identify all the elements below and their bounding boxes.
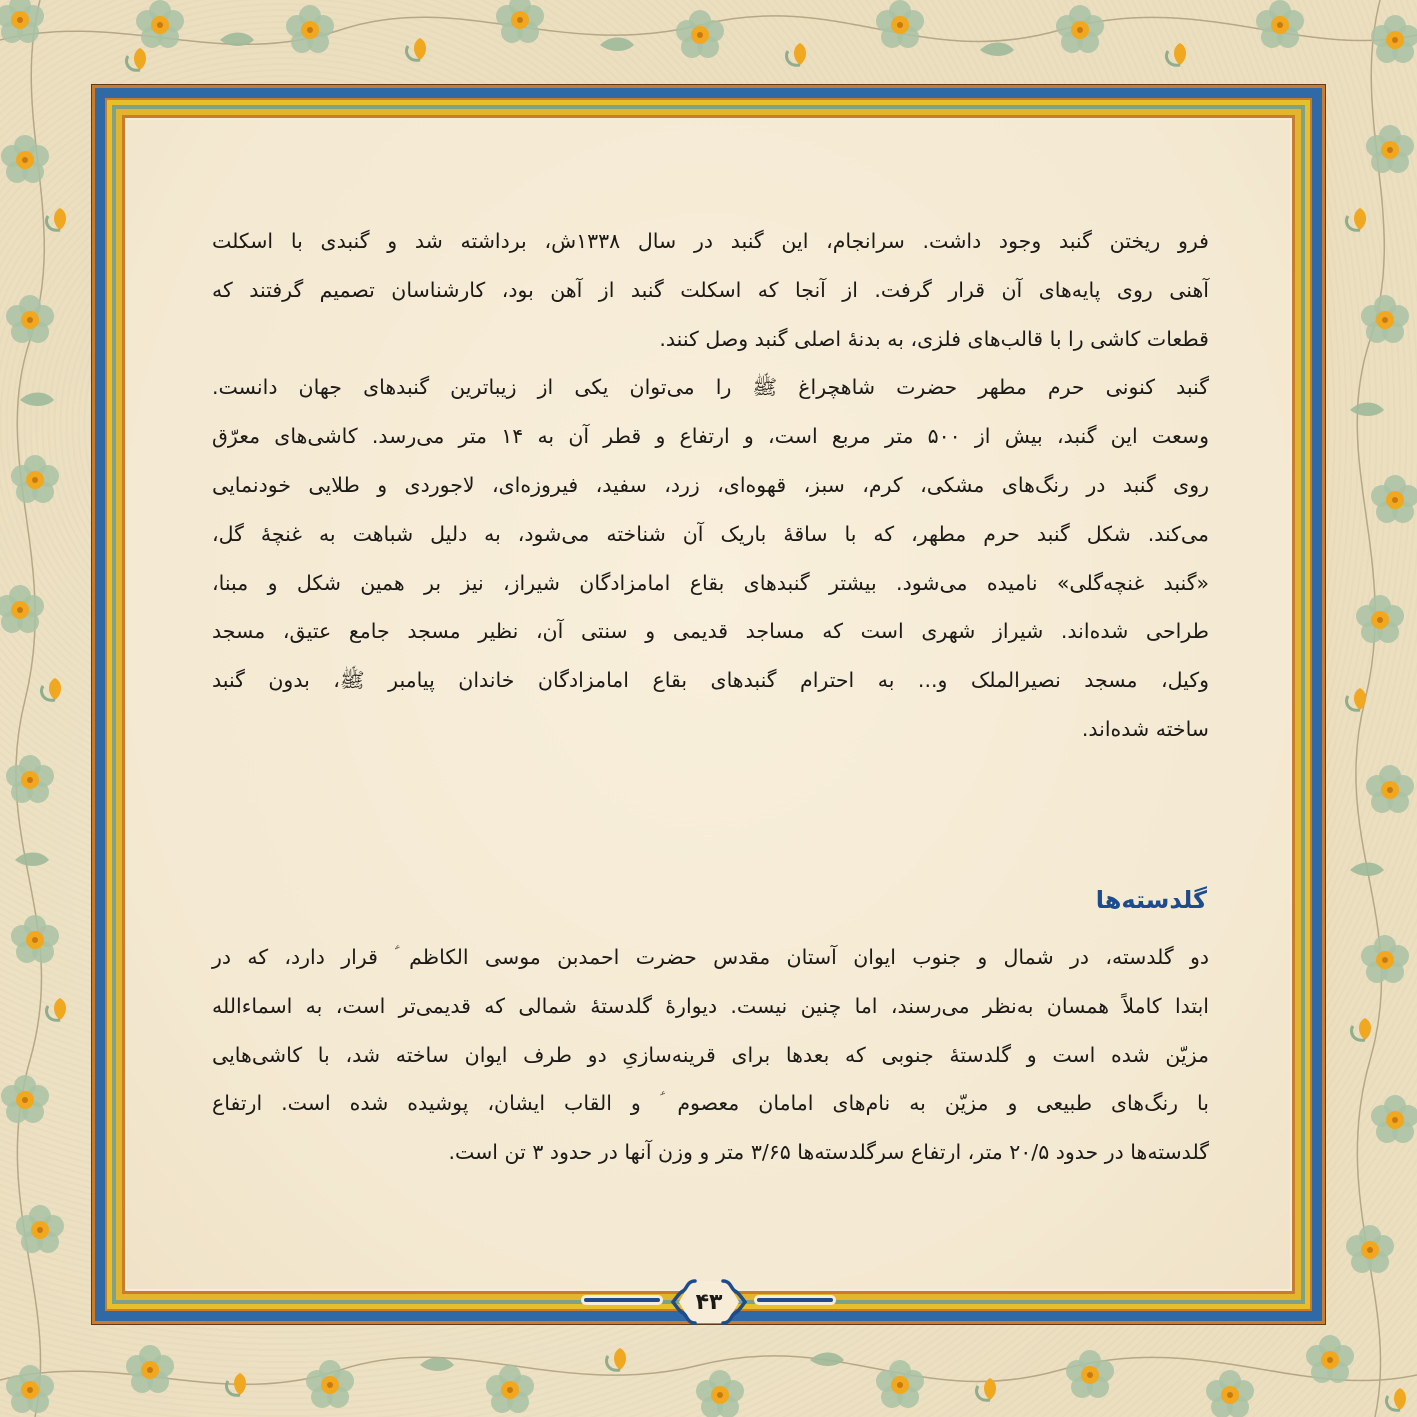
text-line: ابتدا کاملاً همسان به‌نظر می‌رسند، اما چنین نیست. دیوارهٔ گلدستهٔ شمالی که قدیمی‌تر است، به اسماءالله [212, 993, 1209, 1018]
text-line: روی گنبد در رنگ‌های مشکی، کرم، سبز، قهوه‌ای، زرد، سفید، فیروزه‌ای، لاجوردی و طلایی خودنمایی [212, 472, 1209, 497]
text-line: وسعت این گنبد، بیش از ۵۰۰ متر مربع است، و ارتفاع و قطر آن به ۱۴ متر می‌رسد. کاشی‌های معرّق [212, 424, 1209, 449]
text-line: ساخته شده‌اند. [1081, 716, 1209, 741]
rule-right [757, 1298, 833, 1302]
rule-left [584, 1298, 660, 1302]
text-line: گلدسته‌ها در حدود ۲۰/۵ متر، ارتفاع سرگلدسته‌ها ۳/۶۵ متر و وزن آنها در حدود ۳ تن است. [448, 1140, 1209, 1165]
text-line: وکیل، مسجد نصیرالملک و... به احترام گنبدهای بقاع امامزادگان خاندان پیامبر ﷺ، بدون گنبد [212, 668, 1209, 693]
text-line: آهنی روی پایه‌های آن قرار گرفت. از آنجا که اسکلت گنبد از آهن بود، کارشناسان تصمیم گرفتند که [212, 277, 1209, 302]
paragraph-minarets [212, 933, 1209, 1177]
text-line: گنبد کنونی حرم مطهر حضرت شاهچراغ ﷺ را می‌توان یکی از زیباترین گنبدهای جهان دانست. [212, 375, 1209, 400]
text-line: طراحی شده‌اند. شیراز شهری است که مساجد قدیمی و سنتی آن، نظیر مسجد جامع عتیق، مسجد [212, 619, 1209, 644]
section-heading-minarets: گلدسته‌ها [1095, 886, 1207, 914]
text-line: فرو ریختن گنبد وجود داشت. سرانجام، این گنبد در سال ۱۳۳۸ش، برداشته شد و گنبدی با اسکلت [212, 229, 1209, 253]
text-line: دو گلدسته، در شمال و جنوب ایوان آستان مقدس حضرت احمدبن موسی الکاظم ؑ قرار دارد، که در [212, 945, 1209, 969]
paragraph-dome [212, 217, 1209, 754]
text-line: «گنبد غنچه‌گلی» نامیده می‌شود. بیشتر گنبدهای بقاع امامزادگان شیراز، نیز بر همین شکل و مبنا، [212, 570, 1209, 595]
text-line: با رنگ‌های طبیعی و مزیّن به نام‌های امامان معصوم ؑ و القاب ایشان، پوشیده شده است. ارتفاع [212, 1091, 1209, 1116]
text-line: قطعات کاشی را با قالب‌های فلزی، به بدنهٔ اصلی گنبد وصل کنند. [659, 326, 1209, 351]
page-number-badge [665, 1277, 753, 1327]
page-number: ۴۳ [695, 1289, 723, 1315]
text-line: مزیّن شده است و گلدستهٔ جنوبی که بعدها برای قرینه‌سازیِ دو طرف ایوان ساخته شد، با کاشی‌هایی [212, 1042, 1209, 1067]
text-line: می‌کند. شکل گنبد حرم مطهر، که با ساقهٔ باریک آن شناخته می‌شود، به دلیل شباهت به غنچهٔ گل، [212, 521, 1209, 546]
